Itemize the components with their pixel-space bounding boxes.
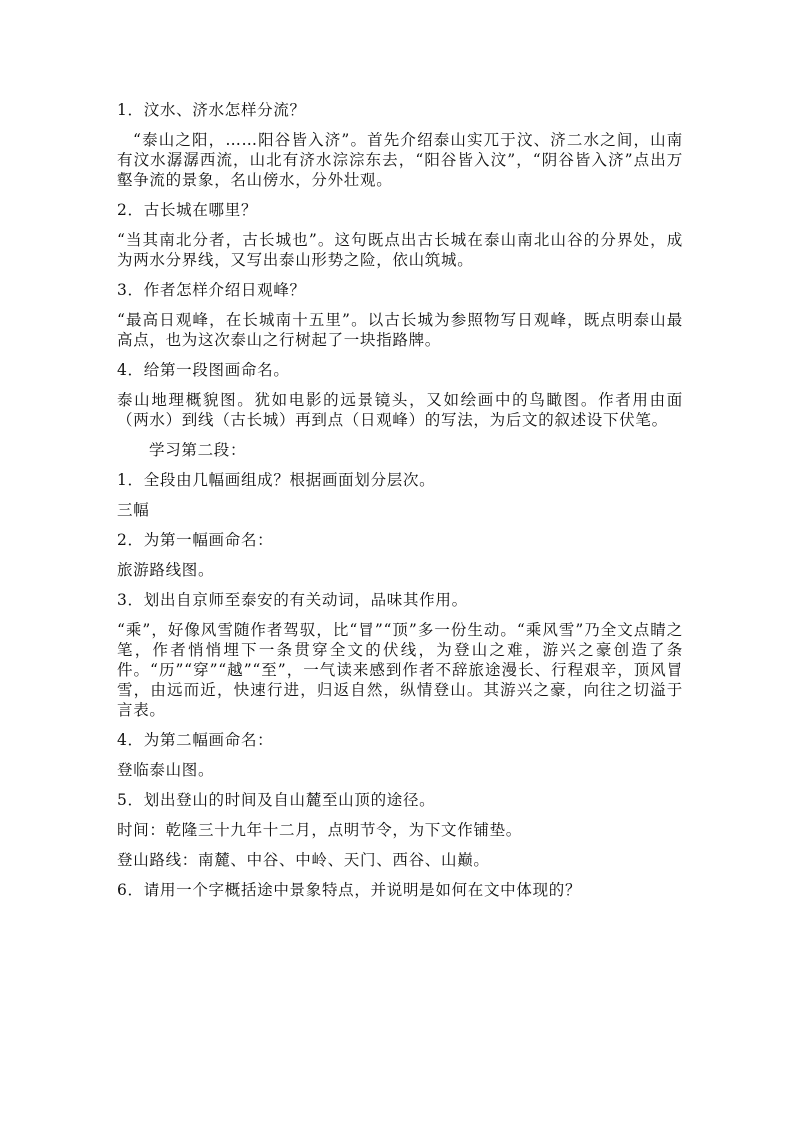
section-heading-second-paragraph: 学习第二段： (149, 441, 247, 459)
answer-8-paragraph: 登临泰山图。 (117, 761, 215, 779)
question-2-great-wall: 2．古长城在哪里？ (117, 201, 258, 219)
answer-9-time: 时间：乾隆三十九年十二月，点明节令，为下文作铺垫。 (117, 821, 523, 839)
question-6-name-first-picture: 2．为第一幅画命名： (117, 531, 274, 549)
answer-7-paragraph: “乘”，好像风雪随作者驾驭，比“冒”“顶”多一份生动。“乘风雪”乃全文点睛之笔，作者悄悄埋下一条贯穿全文的伏线，为登山之难，游兴之豪创造了条件。“历”“穿”“越”“至”，一气读来感到作者不辞旅途漫长、行程艰辛，顶风冒雪，由远而近，快速行进，归返自然，纵情登山。其游兴之豪，向往之切溢于言表。 (117, 621, 683, 719)
question-7-verbs: 3．划出自京师至泰安的有关动词，品味其作用。 (117, 591, 468, 609)
answer-5-paragraph: 三幅 (117, 501, 150, 519)
answer-4-paragraph: 泰山地理概貌图。犹如电影的远景镜头，又如绘画中的鸟瞰图。作者用由面（两水）到线（古长城）再到点（日观峰）的写法，为后文的叙述设下伏笔。 (117, 391, 683, 429)
answer-2-paragraph: “当其南北分者，古长城也”。这句既点出古长城在泰山南北山谷的分界处，成为两水分界线，又写出泰山形势之险，依山筑城。 (117, 231, 683, 269)
question-5-how-many-pictures: 1．全段由几幅画组成？根据画面划分层次。 (117, 471, 436, 489)
question-1-water-branches: 1．汶水、济水怎样分流？ (117, 101, 306, 119)
answer-6-paragraph: 旅游路线图。 (117, 561, 215, 579)
document-page (117, 100, 683, 910)
answer-9-route: 登山路线：南麓、中谷、中岭、天门、西谷、山巅。 (117, 851, 490, 869)
question-8-name-second-picture: 4．为第二幅画命名： (117, 731, 274, 749)
question-10-one-word-summary: 6．请用一个字概括途中景象特点，并说明是如何在文中体现的？ (117, 881, 582, 899)
question-3-riguan-peak: 3．作者怎样介绍日观峰？ (117, 281, 306, 299)
answer-1-paragraph: “泰山之阳，……阳谷皆入济”。首先介绍泰山实兀于汶、济二水之间，山南有汶水潺潺西流，山北有济水淙淙东去，“阳谷皆入汶”，“阴谷皆入济”点出万壑争流的景象，名山傍水，分外壮观。 (117, 131, 683, 189)
answer-3-paragraph: “最高日观峰，在长城南十五里”。以古长城为参照物写日观峰，既点明泰山最高点，也为这次泰山之行树起了一块指路牌。 (117, 311, 683, 349)
question-9-time-route: 5．划出登山的时间及自山麓至山顶的途径。 (117, 791, 436, 809)
question-4-name-picture: 4．给第一段图画命名。 (117, 361, 290, 379)
